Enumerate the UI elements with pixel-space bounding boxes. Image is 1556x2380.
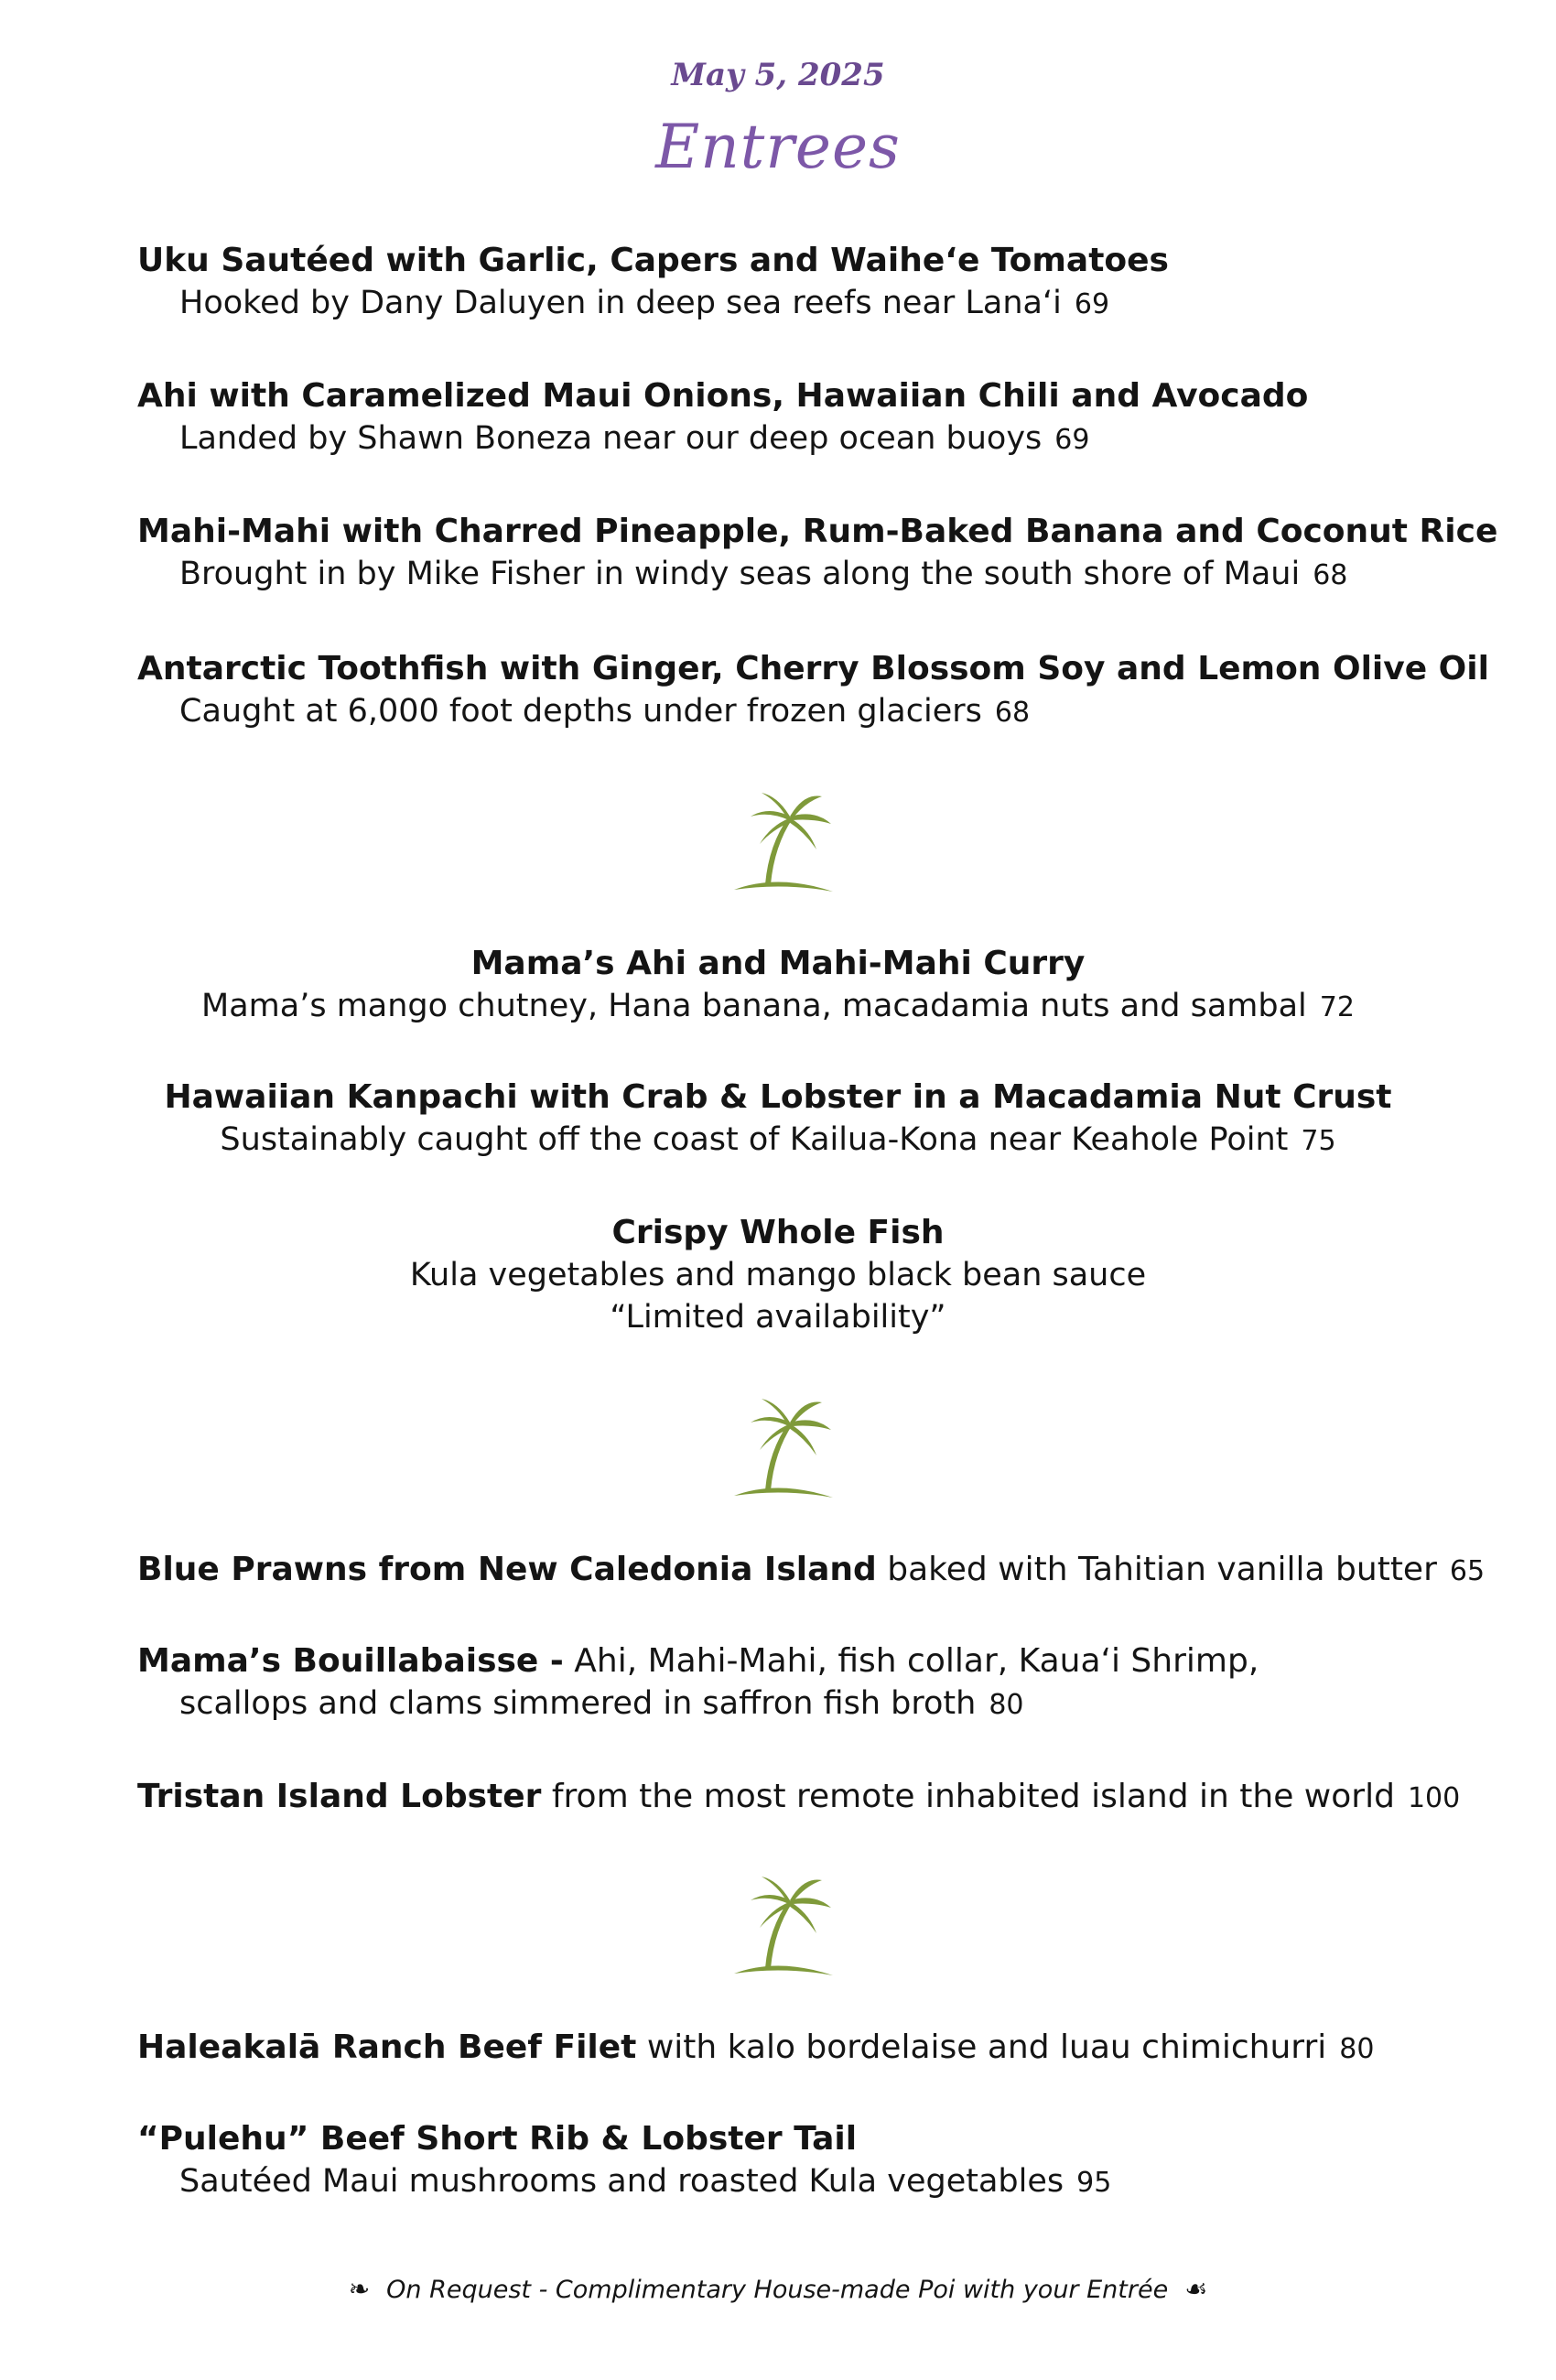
menu-heading: Entrees — [655, 112, 901, 182]
item-name: Crispy Whole Fish — [611, 1214, 945, 1251]
item-name: Ahi with Caramelized Maui Onions, Hawaiian Chili and Avocado — [137, 377, 1309, 415]
menu-item-kanpachi — [0, 1076, 1556, 1163]
item-price: 95 — [1076, 2167, 1112, 2199]
item-description: Hooked by Dany Daluyen in deep sea reefs near Lana‘i — [179, 285, 1062, 321]
menu-item-beef-filet — [137, 2027, 1437, 2071]
item-description: Brought in by Mike Fisher in windy seas along the south shore of Maui — [179, 556, 1301, 592]
item-price: 68 — [994, 697, 1031, 729]
item-name: Mama’s Ahi and Mahi-Mahi Curry — [470, 945, 1086, 982]
item-name: Mahi-Mahi with Charred Pineapple, Rum-Baked Banana and Coconut Rice — [137, 513, 1498, 550]
menu-item-uku — [137, 240, 1437, 326]
item-price: 80 — [989, 1689, 1024, 1721]
footer-note: On Request - Complimentary House-made Poi with your Entrée — [386, 2276, 1169, 2304]
item-description: Landed by Shawn Boneza near our deep ocean buoys — [179, 420, 1043, 457]
item-price: 69 — [1074, 288, 1110, 320]
item-name: Mama’s Bouillabaisse - — [137, 1642, 564, 1680]
item-price: 75 — [1301, 1125, 1336, 1157]
item-name: Blue Prawns from New Caledonia Island — [137, 1551, 877, 1588]
palm-tree-icon — [732, 1395, 835, 1503]
item-price: 68 — [1313, 559, 1348, 591]
item-note: “Limited availability” — [610, 1299, 946, 1336]
item-description: Sautéed Maui mushrooms and roasted Kula vegetables — [179, 2163, 1064, 2200]
item-description: with kalo bordelaise and luau chimichurri — [646, 2028, 1327, 2066]
menu-item-whole-fish — [0, 1212, 1556, 1338]
item-description-cont: scallops and clams simmered in saffron fish broth — [179, 1685, 977, 1722]
item-name: Haleakalā Ranch Beef Filet — [137, 2028, 637, 2066]
floral-ornament-icon: ❧ — [348, 2274, 371, 2304]
menu-item-curry — [0, 943, 1556, 1029]
item-name: Antarctic Toothfish with Ginger, Cherry Blossom Soy and Lemon Olive Oil — [137, 650, 1489, 687]
menu-item-short-rib — [137, 2118, 1437, 2204]
item-price: 72 — [1319, 991, 1355, 1023]
palm-tree-icon — [732, 789, 835, 897]
item-description: Ahi, Mahi-Mahi, fish collar, Kaua‘i Shrimp, — [574, 1642, 1259, 1680]
item-name: Tristan Island Lobster — [137, 1778, 542, 1815]
menu-item-tristan-lobster — [137, 1776, 1461, 1820]
item-price: 80 — [1339, 2033, 1375, 2065]
item-description: Sustainably caught off the coast of Kailua-Kona near Keahole Point — [220, 1121, 1289, 1158]
menu-item-blue-prawns — [137, 1549, 1486, 1593]
item-description: Kula vegetables and mango black bean sauce — [409, 1257, 1147, 1293]
item-description: baked with Tahitian vanilla butter — [887, 1551, 1437, 1588]
menu-item-ahi — [137, 375, 1437, 461]
item-price: 65 — [1449, 1555, 1486, 1587]
floral-ornament-icon: ☙ — [1184, 2274, 1208, 2304]
item-name: Uku Sautéed with Garlic, Capers and Waihe‘e Tomatoes — [137, 242, 1169, 279]
menu-footer — [0, 2274, 1556, 2304]
menu-item-mahi-mahi — [137, 511, 1498, 597]
item-description: from the most remote inhabited island in the world — [551, 1778, 1395, 1815]
menu-date: May 5, 2025 — [671, 57, 885, 93]
item-description: Caught at 6,000 foot depths under frozen glaciers — [179, 693, 982, 730]
menu-item-toothfish — [137, 648, 1489, 734]
item-description: Mama’s mango chutney, Hana banana, macadamia nuts and sambal — [201, 988, 1307, 1024]
palm-tree-icon — [732, 1873, 835, 1981]
item-price: 69 — [1054, 424, 1090, 456]
item-name: Hawaiian Kanpachi with Crab & Lobster in a Macadamia Nut Crust — [164, 1078, 1392, 1116]
menu-item-bouillabaisse — [137, 1640, 1437, 1726]
item-price: 100 — [1407, 1782, 1461, 1814]
item-name: “Pulehu” Beef Short Rib & Lobster Tail — [137, 2120, 858, 2158]
